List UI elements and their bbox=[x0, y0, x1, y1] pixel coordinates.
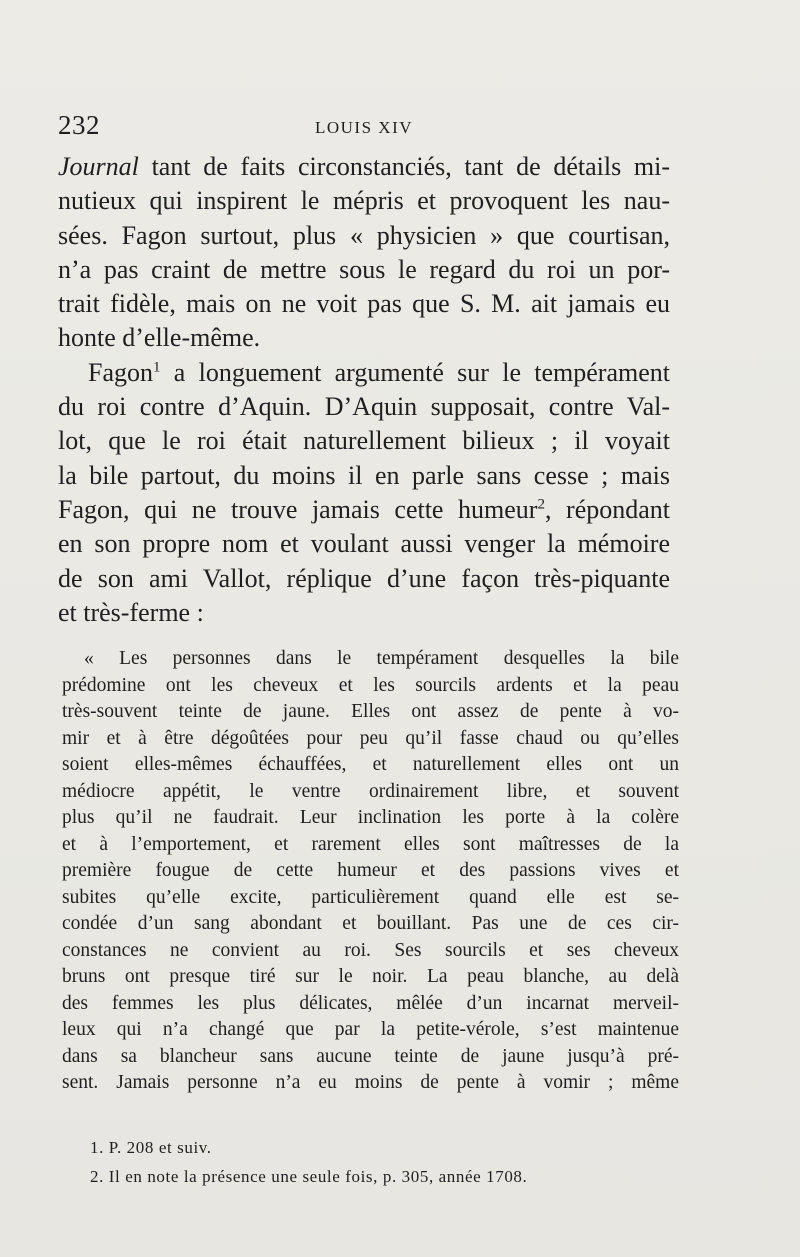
quote-line: subites qu’elle excite, particulièrement quand elle est se- bbox=[62, 886, 679, 908]
text-line: et très-ferme : bbox=[58, 597, 204, 627]
quote-line: médiocre appétit, le ventre ordinairement libre, et souvent bbox=[62, 780, 679, 802]
footnote: 1. P. 208 et suiv. bbox=[90, 1138, 212, 1157]
running-head: LOUIS XIV bbox=[314, 118, 414, 137]
text-line: sées. Fagon surtout, plus « physicien » que courtisan, bbox=[58, 220, 670, 250]
footnote: 2. Il en note la présence une seule fois, p. 305, année 1708. bbox=[90, 1167, 528, 1186]
quote-line: sent. Jamais personne n’a eu moins de pente à vomir ; même bbox=[62, 1072, 679, 1093]
quote-line: dans sa blancheur sans aucune teinte de jaune jusqu’à pré- bbox=[62, 1045, 679, 1067]
text-line: honte d’elle-même. bbox=[58, 323, 261, 353]
quote-line: soient elles-mêmes échauffées, et naturellement elles ont un bbox=[62, 754, 679, 775]
quote-line: première fougue de cette humeur et des passions vives et bbox=[62, 860, 679, 881]
main-text bbox=[58, 150, 670, 630]
text-line: n’a pas craint de mettre sous le regard du roi un por- bbox=[58, 254, 670, 284]
text-line: Fagon, qui ne trouve jamais cette humeur$^2$, répondant bbox=[58, 494, 670, 524]
quote-line: des femmes les plus délicates, mêlée d’un incarnat merveil- bbox=[62, 992, 679, 1014]
text-line: du roi contre d’Aquin. D’Aquin supposait, contre Val- bbox=[58, 392, 670, 422]
footnote-ref: 1 bbox=[153, 359, 161, 376]
footnotes bbox=[90, 1133, 670, 1191]
italic-word: Journal bbox=[58, 152, 139, 181]
quote-line: bruns ont presque tiré sur le noir. La peau blanche, au delà bbox=[62, 966, 679, 987]
page-number: 232 bbox=[58, 110, 100, 140]
quote-line: constances ne convient au roi. Ses sourcils et ses cheveux bbox=[62, 939, 679, 961]
text-line: de son ami Vallot, réplique d’une façon très-piquante bbox=[58, 563, 670, 593]
text-line: en son propre nom et voulant aussi venger la mémoire bbox=[58, 529, 670, 559]
page-header bbox=[58, 110, 670, 144]
text-line: Journal tant de faits circonstanciés, tant de détails mi- bbox=[58, 152, 670, 181]
block-quote bbox=[62, 646, 679, 1097]
text-line: lot, que le roi était naturellement bilieux ; il voyait bbox=[58, 426, 670, 456]
quote-line: leux qui n’a changé que par la petite-vérole, s’est maintenue bbox=[62, 1019, 679, 1040]
quote-line: très-souvent teinte de jaune. Elles ont assez de pente à vo- bbox=[62, 701, 679, 722]
text-line: Fagon$^1$ a longuement argumenté sur le tempérament bbox=[88, 357, 670, 387]
quote-line: « Les personnes dans le tempérament desquelles la bile bbox=[84, 648, 679, 669]
quote-line: prédomine ont les cheveux et les sourcils ardents et la peau bbox=[62, 674, 679, 696]
quote-line: plus qu’il ne faudrait. Leur inclination les porte à la colère bbox=[62, 807, 679, 828]
footnote-ref: 2 bbox=[537, 496, 545, 513]
text-line: la bile partout, du moins il en parle sans cesse ; mais bbox=[58, 460, 670, 490]
text-line: trait fidèle, mais on ne voit pas que S. M. ait jamais eu bbox=[58, 289, 670, 319]
quote-line: et à l’emportement, et rarement elles sont maîtresses de la bbox=[62, 833, 679, 855]
text-line: nutieux qui inspirent le mépris et provoquent les nau- bbox=[58, 186, 670, 216]
quote-line: mir et à être dégoûtées pour peu qu’il fasse chaud ou qu’elles bbox=[62, 727, 679, 749]
quote-line: condée d’un sang abondant et bouillant. Pas une de ces cir- bbox=[62, 913, 679, 934]
